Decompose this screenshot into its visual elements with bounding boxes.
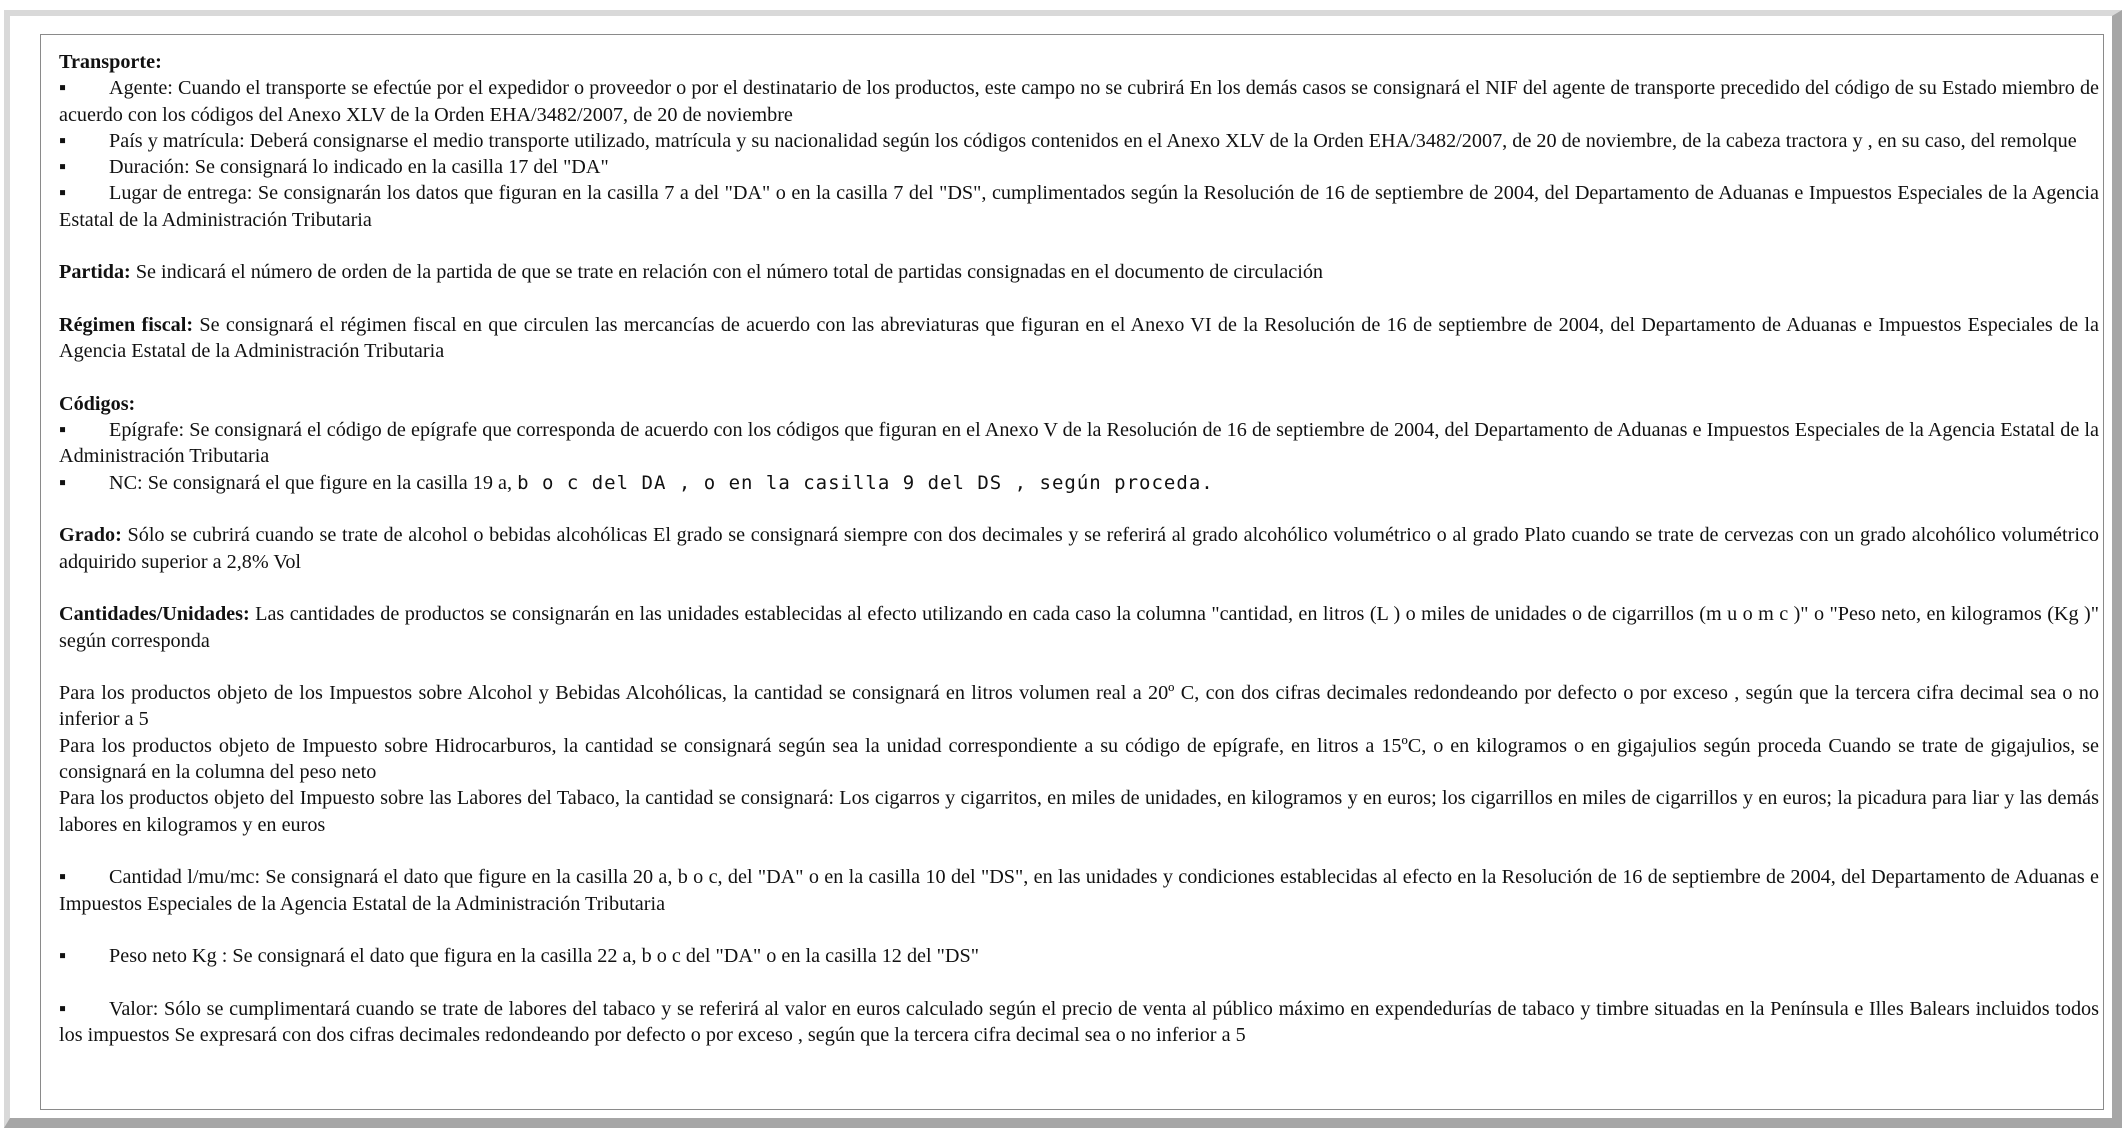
codigos-item-epigrafe: ▪ Epígrafe: Se consignará el código de epígrafe que corresponda de acuerdo con los códigos que figuran en el Anexo V de la Resolución de 16 de septiembre de 2004, del Departamento de Aduanas e Impuestos Especiales de la Agencia Estatal de la Administración Tributaria [59,419,2099,468]
productos-tabaco-paragraph: Para los productos objeto del Impuesto sobre las Labores del Tabaco, la cantidad se consignará: Los cigarros y cigarritos, en miles de unidades, en kilogramos y en euros; los cigarrillos en miles de cigarrillos y en euros; la picadura para liar y las demás labores en kilogramos y en euros [59,787,2099,836]
bullet-icon: ▪ [59,945,67,968]
transporte-heading: Transporte: [59,51,162,73]
regimen-paragraph: Régimen fiscal: Se consignará el régimen fiscal en que circulen las mercancías de acuerdo con las abreviaturas que figuran en el Anexo VI de la Resolución de 16 de septiembre de 2004, del Departamento de Aduanas e Impuestos Especiales de la Agencia Estatal de la Administración Tributaria [59,313,2099,363]
productos-hidrocarburos-paragraph: Para los productos objeto de Impuesto sobre Hidrocarburos, la cantidad se consignará según sea la unidad correspondiente a su código de epígrafe, en litros a 15ºC, o en kilogramos o en gigajulios según proceda Cuando se trate de gigajulios, se consignará en la columna del peso neto [59,734,2099,784]
bullet-icon: ▪ [59,471,67,494]
codigos-item-nc: ▪ NC: Se consignará el que figure en la casilla 19 a, b o c del DA , o en la casilla 9 del DS , según proceda. [59,470,2099,496]
bullet-icon: ▪ [59,866,67,889]
instructions-content [59,49,2099,1048]
cantidades-paragraph: Cantidades/Unidades: Las cantidades de productos se consignarán en las unidades establecidas al efecto utilizando en cada caso la columna "cantidad, en litros (L ) o miles de unidades o de cigarrillos (m u o m c )" o "Peso neto, en kilogramos (Kg )" según corresponda [59,603,2099,652]
partida-paragraph: Partida: Se indicará el número de orden de la partida de que se trate en relación con el número total de partidas consignadas en el documento de circulación [59,261,1324,284]
partida-label: Partida: [59,261,131,284]
bullet-icon: ▪ [59,77,67,100]
bullet-icon: ▪ [59,182,67,205]
instructions-box [40,34,2104,1110]
grado-label: Grado: [59,524,122,547]
transporte-item-pais: ▪ País y matrícula: Deberá consignarse el medio transporte utilizado, matrícula y su nacionalidad según los códigos contenidos en el Anexo XLV de la Orden EHA/3482/2007, de 20 de noviembre, de la cabeza tractora y , en su caso, del remolque [59,128,2099,154]
regimen-label: Régimen fiscal: [59,313,194,336]
bullet-icon: ▪ [59,156,67,179]
transporte-item-duracion: ▪ Duración: Se consignará lo indicado en la casilla 17 del "DA" [59,154,2099,180]
cantidades-label: Cantidades/Unidades: [59,603,250,626]
document-frame [4,10,2122,1128]
valor-item: ▪ Valor: Sólo se cumplimentará cuando se trate de labores del tabaco y se referirá al valor en euros calculado según el precio de venta al público máximo en expendedurías de tabaco y timbre situadas en la Península e Illes Balears incluidos todos los impuestos Se expresará con dos cifras decimales redondeando por defecto o por exceso , según que la tercera cifra decimal sea o no inferior a 5 [59,997,2099,1046]
codigos-heading: Códigos: [59,392,136,415]
productos-alcohol-paragraph: Para los productos objeto de los Impuestos sobre Alcohol y Bebidas Alcohólicas, la cantidad se consignará en litros volumen real a 20º C, con dos cifras decimales redondeando por defecto o por exceso , según que la tercera cifra decimal sea o no inferior a 5 [59,682,2099,731]
grado-paragraph: Grado: Sólo se cubrirá cuando se trate de alcohol o bebidas alcohólicas El grado se consignará siempre con dos decimales y se referirá al grado alcohólico volumétrico o al grado Plato cuando se trate de cervezas con un grado alcohólico volumétrico adquirido superior a 2,8% Vol [59,524,2099,573]
cantidad-item: ▪ Cantidad l/mu/mc: Se consignará el dato que figure en la casilla 20 a, b o c, del "DA" o en la casilla 10 del "DS", en las unidades y condiciones establecidas al efecto en la Resolución de 16 de septiembre de 2004, del Departamento de Aduanas e Impuestos Especiales de la Agencia Estatal de la Administración Tributaria [59,866,2099,915]
bullet-icon: ▪ [59,997,67,1020]
bullet-icon: ▪ [59,419,67,442]
peso-neto-item: ▪ Peso neto Kg : Se consignará el dato que figura en la casilla 22 a, b o c del "DA" o en la casilla 12 del "DS" [59,943,2099,969]
transporte-item-lugar: ▪ Lugar de entrega: Se consignarán los datos que figuran en la casilla 7 a del "DA" o en la casilla 7 del "DS", cumplimentados según la Resolución de 16 de septiembre de 2004, del Departamento de Aduanas e Impuestos Especiales de la Agencia Estatal de la Administración Tributaria [59,182,2099,231]
transporte-item-agente: ▪ Agente: Cuando el transporte se efectúe por el expedidor o proveedor o por el destinatario de los productos, este campo no se cubrirá En los demás casos se consignará el NIF del agente de transporte precedido del código de su Estado miembro de acuerdo con los códigos del Anexo XLV de la Orden EHA/3482/2007, de 20 de noviembre [59,77,2099,126]
bullet-icon: ▪ [59,129,67,152]
